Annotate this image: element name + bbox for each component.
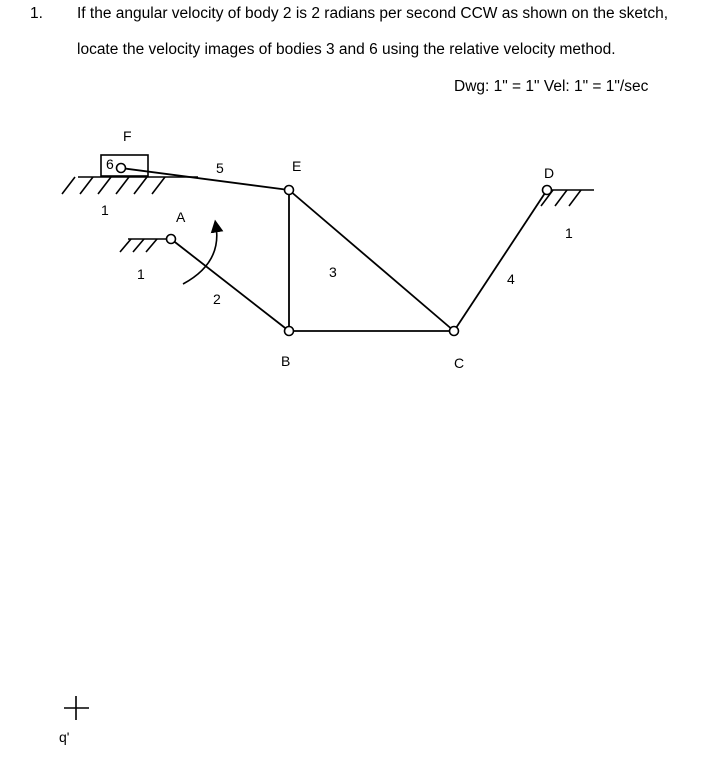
label-link-2: 2: [213, 291, 221, 307]
link-4: [454, 190, 547, 331]
label-ground-slider: 1: [101, 202, 109, 218]
pin-b: [285, 327, 294, 336]
problem-statement-line-1: If the angular velocity of body 2 is 2 radians per second CCW as shown on the sketch,: [77, 5, 669, 22]
pin-a: [167, 235, 176, 244]
pin-f: [117, 164, 126, 173]
velocity-origin-cross: [64, 696, 89, 720]
label-origin-q: q': [59, 729, 70, 745]
ground-pivot-a: [120, 239, 171, 252]
label-link-5: 5: [216, 160, 224, 176]
link-3-edge-ec: [289, 190, 454, 331]
problem-statement-line-2: locate the velocity images of bodies 3 and 6 using the relative velocity method.: [77, 41, 616, 58]
label-ground-d: 1: [565, 225, 573, 241]
pin-e: [285, 186, 294, 195]
label-e: E: [292, 158, 302, 174]
pin-d: [543, 186, 552, 195]
link-2: [171, 239, 289, 331]
label-a: A: [176, 209, 186, 225]
scale-note: Dwg: 1" = 1" Vel: 1" = 1"/sec: [454, 78, 649, 95]
angular-velocity-arrow: [183, 226, 217, 284]
ground-slider: [62, 177, 198, 194]
label-c: C: [454, 355, 465, 371]
label-f: F: [123, 128, 132, 144]
label-d: D: [544, 165, 555, 181]
label-b: B: [281, 353, 291, 369]
pin-c: [450, 327, 459, 336]
problem-number: 1.: [30, 5, 43, 22]
label-link-4: 4: [507, 271, 515, 287]
label-link-3: 3: [329, 264, 337, 280]
label-ground-a: 1: [137, 266, 145, 282]
label-slider-6: 6: [106, 156, 114, 172]
